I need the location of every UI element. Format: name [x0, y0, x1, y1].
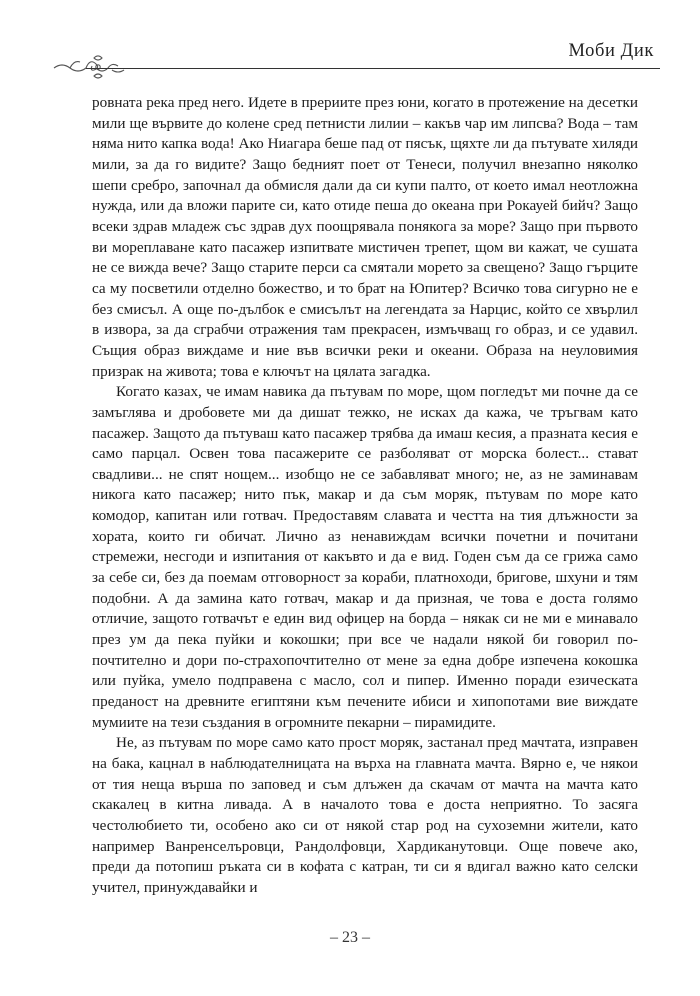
paragraph-2: Когато казах, че имам навика да пътувам по море, щом погледът ми почне да се замъглява и дробовете ми да дишат тежко, не исках да кажа, че тръгвам като пасажер. Защото да пътуваш като пасажер трябва да имаш кесия, а празната кесия е само парцал. Освен това пасажерите се разболяват от морска болест... стават свадливи... не спят нощем... изобщо не се забавляват много; не, аз не заминавам никога като пасажер; нито пък, макар и да съм моряк, пътувам по море като комодор, капитан или готвач. Предоставям славата и честта на тия длъжности за хората, които ги обичат. Лично аз ненавиждам всички почетни и почитани стремежи, несгоди и изпитания от какъвто и да е вид. Годен съм да се грижа само за себе си, без да поемам отговорност за кораби, платноходи, бригове, шхуни и тям подобни. А да замина като готвач, макар и да призная, че това е доста голямо отличие, защото готвачът е един вид офицер на борда – някак си не ми е минавало през ум да пека пуйки и кокошки; при все че надали някой би говорил по-почтително и дори по-страхопочтително от мене за една добре изпечена кокошка или пуйка, умело подправена с масло, сол и пипер. Именно поради езическата преданост на древните египтяни към печените ибиси и хипопотами вие виждате мумиите на тези създания в огромните пекарни – пирамидите.	[92, 383, 638, 731]
paragraph-1: ровната река пред него. Идете в прериите през юни, когато в протежение на десетки мили ще вървите до колене сред петнисти лилии – какъв чар им липсва? Вода – там няма нито капка вода! Ако Ниагара беше пад от пясък, щяхте ли да пътувате хиляди мили, за да го видите? Защо бедният поет от Тенеси, получил внезапно няколко шепи сребро, започнал да обмисля дали да си купи палто, от което имал неотложна нужда, или да вложи парите си, като отиде пеша до океана при Рокауей бийч? Защо всеки здрав младеж със здрав дух поощрявала понякога за море? Защо при първото ви мореплаване като пасажер изпитвате мистичен трепет, щом ви кажат, че сушата не се вижда вече? Защо старите перси са смятали морето за свещено? Защо гърците са му посветили отделно божество, и то брат на Юпитер? Всичко това сигурно не е без смисъл. А още по-дълбок е смисълът на легендата за Нарцис, който се хвърлил в извора, за да сграбчи отражения там прекрасен, измъчващ го образ, и се удавил. Същия образ виждаме и ние във всички реки и океани. Образа на неуловимия призрак на живота; това е ключът на цялата загадка.	[92, 94, 638, 380]
page-number: – 23 –	[330, 929, 370, 946]
header-rule	[86, 68, 660, 69]
running-title: Моби Дик	[568, 41, 654, 61]
body-text	[92, 93, 638, 899]
paragraph-3: Не, аз пътувам по море само като прост моряк, застанал пред мачтата, изправен на бака, кацнал в наблюдателницата на върха на главната мачта. Вярно е, че някои от тия неща върша по заповед и съм длъжен да скачам от мачта на мачта като скакалец в китна ливада. А в началото това е доста неприятно. То засяга честолюбието ти, особено ако си от някой стар род на сухоземни жители, като например Ванренселъровци, Рандолфовци, Хардиканутовци. Още повече ако, преди да потопиш ръката си в кофата с катран, ти си я вдигал важно като селски учител, принуждавайки и	[92, 734, 638, 896]
ornament-flourish-icon	[52, 52, 136, 82]
running-header	[0, 0, 700, 90]
page-number-folio	[0, 929, 700, 947]
